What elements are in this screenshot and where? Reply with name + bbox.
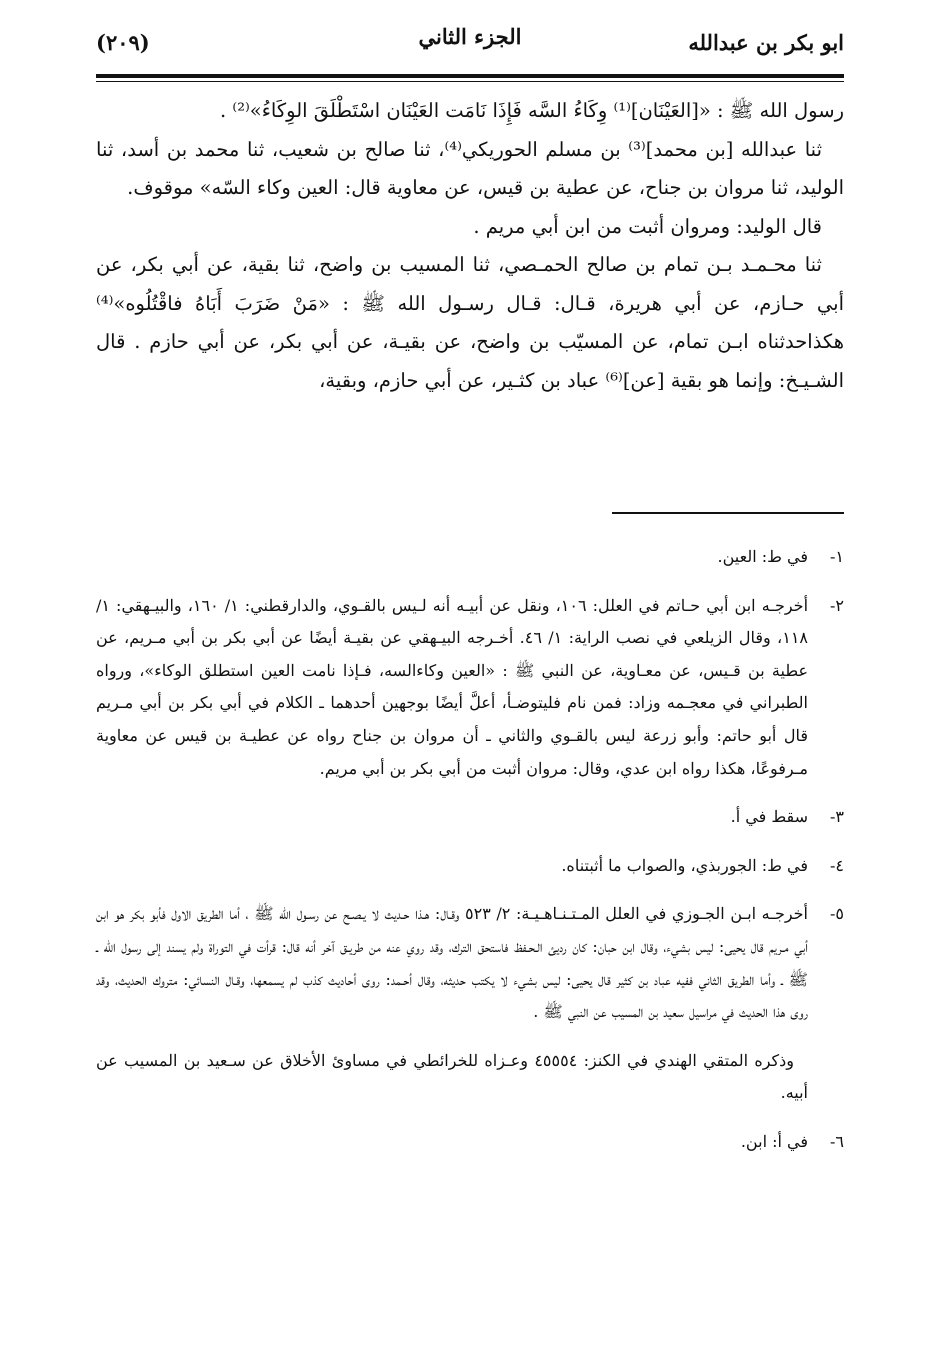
footnote-number: ٢- (830, 595, 844, 615)
footnote-number: ٣- (830, 807, 844, 827)
header-rule-thin (96, 81, 844, 82)
page-number: (٢٠٩) (96, 30, 150, 55)
footnote (96, 898, 844, 1110)
footnote-text: أخرجـه ابـن الجـوزي في العلل المـتـنـاهـيـة: ٢/ ٥٢٣ وقـال: هـذا حـديث لا يـصـح عن رسـول الله ﷺ ، أما الطريق الاول فأبو بكر هو ابن أبي مـريم قال يحيى: ليس بشيء، وقال ابن حبان: كان رديئ الـحـفظ فاستحق الترك، وقد روي عنه من طريـق آخر أنه قال: قرأت في التوراة ولم يسند إلى رسول الله ـ ﷺ ـ وأما الطريق الثاني ففيه عباد بن كثير قال يحيى: ليس بشيء لا يكتب حديثه، وقال أحـمد: روى أحاديث كذب لم يسمعها، وقـال النسائي: متروك الحديث، وقد روى هذا الحديث في مراسيل سعيد بن المسيب عن النبي ﷺ . (96, 904, 809, 1022)
footnote-number: ٦- (830, 1131, 844, 1151)
body-paragraph: قال الوليد: ومروان أثبت من ابن أبي مريم . (473, 214, 822, 238)
footnote-text: في ط: الجوربذي، والصواب ما أثبتناه. (561, 855, 808, 875)
footnote-number: ٥- (830, 904, 844, 924)
footnote (96, 1126, 844, 1159)
page-header (96, 22, 844, 72)
running-head-title: الجزء الثاني (418, 24, 522, 49)
footnote-separator (612, 512, 844, 514)
header-rule (96, 74, 844, 78)
footnote-text: وذكره المتقي الهندي في الكنز: ٤٥٥٥٤ وعـزاه للخرائطي في مساوئ الأخلاق عن سـعيد بن المسيب عن أبيه. (96, 1050, 808, 1103)
footnote-text: سقط في أ. (730, 807, 808, 827)
main-text (96, 92, 844, 400)
footnote (96, 850, 844, 883)
footnote-number: ١- (830, 547, 844, 566)
footnote-number: ٤- (830, 855, 844, 875)
body-paragraph: رسول الله ﷺ : «[العَيْنَان]⁽¹⁾ وِكَاءُ السَّه فَإِذَا نَامَت العَيْنَان اسْتَطْلَقَ الوِكَاءُ»⁽²⁾ . (220, 99, 844, 122)
footnote (96, 541, 844, 574)
footnote (96, 801, 844, 834)
footnote-text: في أ: ابن. (740, 1131, 808, 1151)
footnote-text: في ط: العين. (717, 547, 808, 566)
body-paragraph: ثنا عبدالله [بن محمد]⁽³⁾ بن مسلم الحوريكي⁽⁴⁾، ثنا صالح بن شعيب، ثنا محمد بن أسد، ثنا الوليد، ثنا مروان بن جناح، عن عطية بن قيس، عن معاوية قال: العين وكاء السّه» موقوف. (96, 137, 844, 199)
body-paragraph: ثنا محـمـد بـن تمام بن صالح الحمـصي، ثنا المسيب بن واضح، ثنا بقية، عن أبي بكر، عن أبي حـازم، عن أبي هريرة، قـال: قـال رسـول الله ﷺ : «مَنْ ضَرَبَ أَبَاهُ فاقْتُلُوه»⁽⁴⁾ هكذاحدثناه ابـن تمام، عن المسيّب بن واضح، عن بقيـة، عن أبي بكر، عن أبي حازم . قال الشـيـخ: وإنما هو بقية [عن]⁽⁶⁾ عباد بن كثـير، عن أبي حازم، وبقية، (96, 253, 844, 392)
footnotes (96, 525, 844, 1175)
running-head-author: ابو بكر بن عبدالله (688, 30, 844, 55)
footnote-text: أخرجـه ابن أبي حـاتم في العلل: ١٠٦، ونقل عن أبيـه أنه لـيس بالقـوي، والدارقطني: ١/ ١٦٠، والبيـهقي: ١/ ١١٨، وقال الزيلعي في نصب الراية: ١/ ٤٦. أخـرجه البيـهقي عن بقيـة أيضًا عن أبي بكر بن أبي مـريم، عن عطية بن قـيس، عن معـاوية، عن النبي ﷺ : «العين وكاءالسه، فـإذا نامت العين استطلق الوكاء»، ورواه الطبراني في معجـمه وزاد: فمن نام فليتوضـأ، أعلَّ أيضًا بوجهين أحدهما ـ الكلام في أبي بكر بن أبي مـريم قال أبو حاتم: وأبو زرعة ليس بالقـوي والثاني ـ أن مروان بن جناح رواه عن عطيـة بن قيس عن معاوية مـرفوعًا، هكذا رواه ابن عدي، وقال: مروان أثبت من أبي بكر بن أبي مريم. (96, 595, 809, 778)
footnote (96, 590, 844, 786)
